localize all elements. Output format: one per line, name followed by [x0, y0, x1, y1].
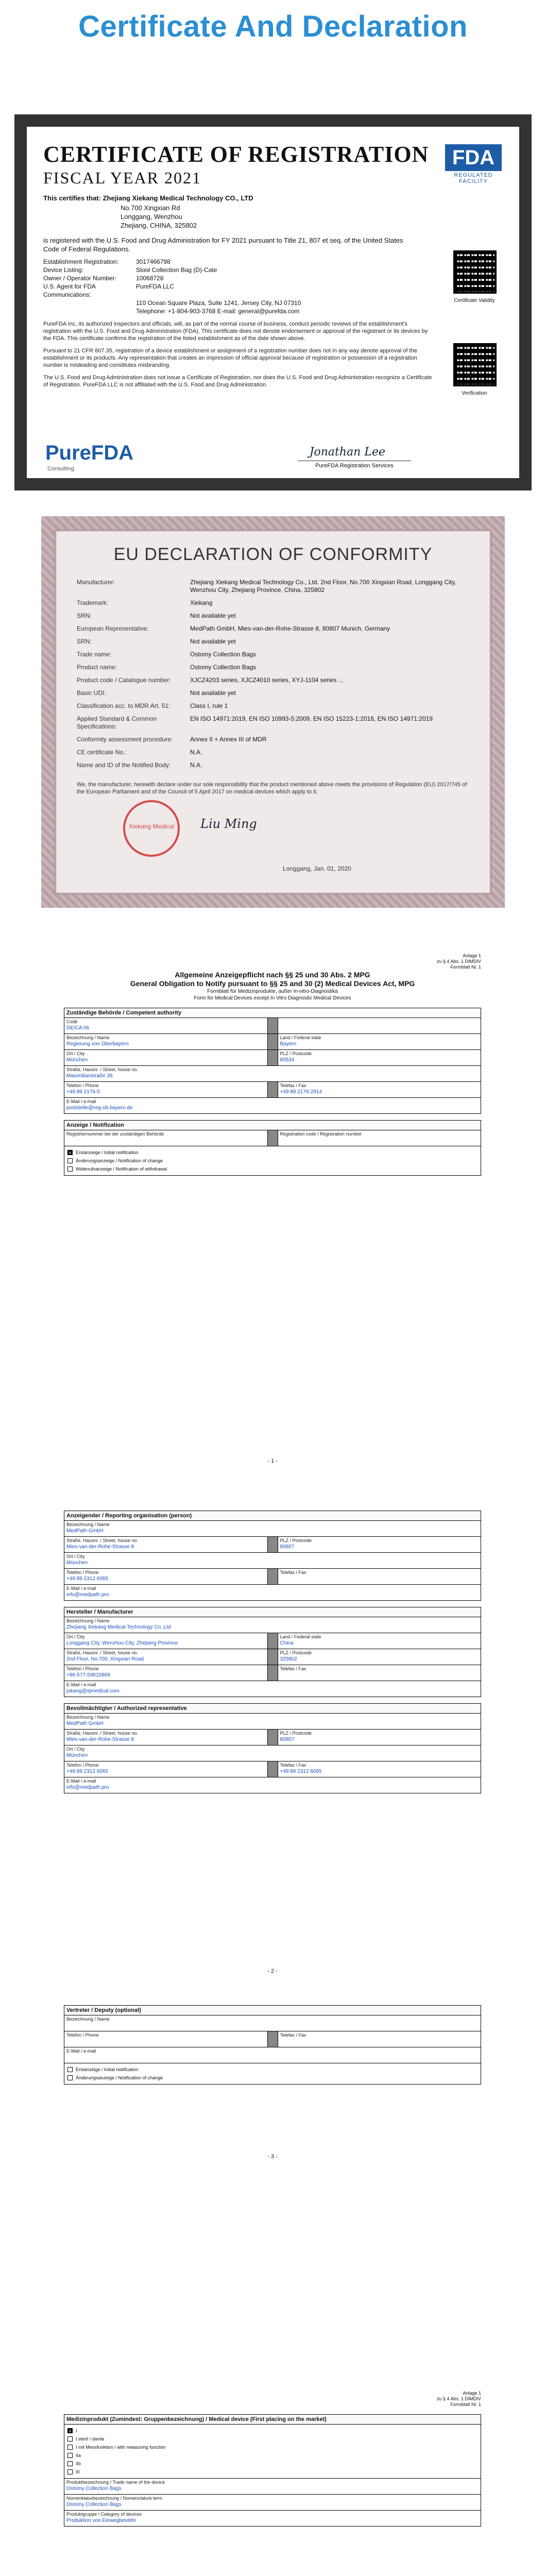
representative-street-field[interactable]: Straße, Hausnr. / Street, house no. Mies-van-der-Rohe-Strasse 8: [64, 1730, 268, 1745]
disclaimer-1: PureFDA Inc, its authorized inspectors and officials, will, as part of the normal course of business, conduct periodic reviews of the establishment's registration with the U.S. Food and Drug Administration (FDA). This certificate does not denote endorsement or approval of the registrant or its devices by the FDA. This certificate confirms the registration of the listed establishment as of the date shown above.: [43, 321, 428, 342]
representative-email-field[interactable]: E-Mail / e-mail info@medpath.pro: [66, 1778, 109, 1790]
page-number: - 3 -: [267, 2154, 278, 2160]
authority-email-field[interactable]: E-Mail / e-mail poststelle@reg-ob.bayern.de: [66, 1099, 133, 1111]
form-page-3: [64, 1999, 481, 2160]
eu-declaration-body: [55, 530, 491, 894]
manufacturer-phone-field[interactable]: Telefon / Phone +86-577-59815869: [64, 1665, 268, 1681]
class-i-sterile-checkbox[interactable]: I steril / sterile: [64, 2435, 481, 2443]
initial-notification-checkbox[interactable]: x Erstanzeige / Initial notification: [64, 1148, 481, 1157]
declaration-row-value: N.A.: [190, 761, 202, 769]
class-iib-checkbox[interactable]: IIb: [64, 2460, 481, 2468]
class-iii-checkbox[interactable]: III: [64, 2468, 481, 2476]
manufacturer-city-field[interactable]: Ort / City Longgang City, Wenzhou City, Zhejiang Province: [64, 1633, 268, 1649]
representative-phone-field[interactable]: Telefon / Phone +49 89 2312 6065: [64, 1761, 268, 1777]
class-i-measuring-checkbox[interactable]: I mit Messfunktion / with measuring function: [64, 2443, 481, 2451]
class-i-checkbox[interactable]: x I: [64, 2427, 481, 2435]
declaration-place-date: Longgang, Jan. 01, 2020: [283, 865, 351, 872]
declaration-row-key: Trade name:: [77, 651, 112, 658]
page-title: Certificate And Declaration: [78, 10, 468, 43]
declaration-row-value: EN ISO 14971:2019, EN ISO 10993-5:2009, EN ISO 15223-1:2016, EN ISO 14971:2019: [190, 715, 433, 722]
declaration-row: [77, 661, 469, 674]
authority-phone-field[interactable]: Telefon / Phone +49 89 2176-0: [64, 1082, 268, 1097]
deputy-initial-checkbox[interactable]: Erstanzeige / Initial notification: [64, 2065, 481, 2074]
form-title: Allgemeine Anzeigepflicht nach §§ 25 und 30 Abs. 2 MPG General Obligation to Notify pursuant to §§ 25 and 30 (2) Medical Devices Act, MPG: [130, 971, 415, 988]
withdrawal-notification-checkbox[interactable]: Widerrufsanzeige / Notification of withdrawal: [64, 1165, 481, 1173]
representative-name-field[interactable]: Bezeichnung / Name MedPath GmbH: [66, 1715, 110, 1726]
notifier-zip-field[interactable]: PLZ / Postcode 80807: [280, 1538, 312, 1550]
deputy-fax-field[interactable]: Telefax / Fax: [280, 2032, 306, 2038]
authority-city-field[interactable]: Ort / City München: [64, 1050, 268, 1065]
purefda-sub: Consulting: [47, 466, 74, 472]
declaration-row-key: CE certificate No.:: [77, 749, 127, 756]
declaration-row: [77, 648, 469, 661]
qr-caption: Verification: [462, 391, 487, 396]
qr-code-icon: [453, 343, 497, 386]
declaration-signature: Liu Ming: [200, 817, 257, 831]
declaration-row-key: Applied Standard & Common Specifications:: [77, 715, 157, 730]
section-heading: Zuständige Behörde / Competent authority: [64, 1008, 481, 1018]
deputy-change-checkbox[interactable]: Änderungsanzeige / Notification of change: [64, 2074, 481, 2082]
change-notification-checkbox[interactable]: Änderungsanzeige / Notification of change: [64, 1157, 481, 1165]
device-section: [64, 2414, 481, 2527]
manufacturer-country-field[interactable]: Land / Federal state China: [280, 1634, 321, 1646]
declaration-row-value: Ostomy Collection Bags: [190, 664, 257, 671]
company-stamp: Xiekang Medical: [123, 800, 180, 857]
declaration-row-key: Name and ID of the Notified Body:: [77, 761, 171, 769]
manufacturer-name-field[interactable]: Bezeichnung / Name Zhejiang Xiekang Medical Technology Co.,Ltd: [66, 1618, 171, 1630]
notification-section: Anzeige / Notification Registriernummer bei der zuständigen Behörde Registration code / Registration number x Erstanzeige / Initial notification Änderungsanzeige / Notification of change Widerrufsanzeige / Notification of withdrawal: [64, 1120, 481, 1176]
declaration-title: EU DECLARATION OF CONFORMITY: [113, 545, 433, 564]
declaration-row-key: Product name:: [77, 664, 117, 671]
qr-code-icon: [453, 250, 497, 294]
registration-details: Establishment Registration: 3017466798 Device Listing: Stool Collection Bag (D)-Cate Owner / Operator Number: 10068728 U.S. Agent for FDA Communications: PureFDA LLC 110 Ocean Square Plaza, Suite 1241, Jersey City, NJ 07310 Telephone: +1-804-903-3768 E-mail: general@purefda.com: [43, 258, 301, 315]
category-field[interactable]: Produktgruppe / Category of devices Produktion von Einwegbeuteln: [66, 2512, 142, 2523]
declaration-row: [77, 687, 469, 700]
form-page-4: [64, 2391, 481, 2527]
fda-certificate-body: [27, 127, 519, 478]
declaration-row: [77, 733, 469, 746]
declaration-row-value: MedPath GmbH, Mies-van-der-Rohe-Strasse 8, 80807 Munich, Germany: [190, 625, 390, 632]
representative-section: [64, 1703, 481, 1793]
authority-code-field[interactable]: Code DE/CA 06: [64, 1018, 268, 1033]
class-iia-checkbox[interactable]: IIa: [64, 2451, 481, 2460]
authority-zip-field[interactable]: PLZ / Postcode 80534: [280, 1051, 312, 1063]
declaration-row-value: N.A.: [190, 749, 202, 756]
declaration-row-value: Not available yet: [190, 638, 236, 645]
fda-logo-mark: FDA: [445, 144, 502, 171]
company-address: No.700 Xingxian Rd Longgang, Wenzhou Zhejiang, CHINA, 325802: [121, 204, 197, 229]
deputy-email-field[interactable]: E-Mail / e-mail: [66, 2048, 96, 2054]
form-page-2: [64, 1504, 481, 1974]
page-number: - 1 -: [267, 1458, 278, 1464]
fda-logo-sub: REGULATED FACILITY: [454, 172, 493, 184]
representative-city-field[interactable]: Ort / City München: [66, 1747, 88, 1758]
manufacturer-zip-field[interactable]: PLZ / Postcode 325802: [280, 1650, 312, 1662]
form-page-1: [64, 953, 481, 1464]
notifier-email-field[interactable]: E-Mail / e-mail info@medpath.pro: [66, 1586, 109, 1598]
declaration-row-value: Class I, rule 1: [190, 702, 228, 709]
page-number: - 2 -: [267, 1968, 278, 1974]
registered-text: is registered with the U.S. Food and Drug Administration for FY 2021 pursuant to Title 21, 807 et seq. of the United States Code of Federal Regulations.: [43, 236, 403, 253]
declaration-row-key: Basic UDI:: [77, 689, 106, 697]
declaration-row-key: European Representative:: [77, 625, 149, 632]
declaration-row-key: Classification acc. to MDR Art. 51:: [77, 702, 170, 709]
section-heading: Medizinprodukt (Zumindest: Gruppenbezeichnung) / Medical device (First placing on the market): [64, 2415, 481, 2425]
deputy-section: [64, 2005, 481, 2084]
declaration-row-key: Conformity assessment procedure:: [77, 736, 173, 743]
form-subtitle: Formblatt für Medizinprodukte, außer In-vitro-Diagnostika Form for Medical Devices except In Vitro Diagnostic Medical Devices: [194, 989, 351, 1001]
disclaimer-3: The U.S. Food and Drug Administration does not issue a Certificate of Registration, nor does the U.S. Food and Drug Administration recognize a Certificate of Registration. PureFDA LLC is not affiliated with the U.S. Food and Drug Administration.: [43, 375, 432, 388]
annex-label: Anlage 1 zu § 4 Abs. 1 DIMDIV Formblatt Nr. 1: [436, 953, 481, 970]
nomenclature-field[interactable]: Nomenklaturbezeichnung / Nomenclature term Ostomy Collection Bags: [66, 2496, 163, 2507]
section-heading: Anzeige / Notification: [64, 1121, 481, 1130]
declaration-row: [77, 597, 469, 609]
representative-fax-field[interactable]: Telefax / Fax +49 89 2312 6065: [280, 1762, 322, 1774]
qr-caption: Certificate Validity: [454, 298, 495, 303]
declaration-row-value: Annex II + Annex III of MDR: [190, 736, 267, 743]
eu-declaration: [41, 516, 505, 908]
purefda-logo: PureFDA: [45, 442, 134, 464]
section-heading: Anzeigender / Reporting organisation (person): [64, 1511, 481, 1521]
annex-label: Anlage 1 zu § 4 Abs. 1 DIMDIV Formblatt Nr. 1: [436, 2391, 481, 2407]
declaration-row: [77, 622, 469, 635]
authority-fax-field[interactable]: Telefax / Fax +49 89 2176-2914: [280, 1083, 322, 1095]
disclaimer-2: Pursuant to 21 CFR 807.35, registration of a device establishment or assignment of a registration number does not in any way denote approval of the establishment or its products. Any representation that creates an impression of official approval because of registration or possession of a registration number is misleading and constitutes misbranding.: [43, 348, 417, 368]
authority-section: [64, 1008, 481, 1114]
declaration-row-key: Trademark:: [77, 599, 108, 606]
declaration-row: [77, 576, 469, 597]
authority-state-field[interactable]: Land / Federal state Bayern: [280, 1035, 321, 1047]
declaration-row: [77, 635, 469, 648]
declaration-row: [77, 674, 469, 687]
deputy-name-field[interactable]: Bezeichnung / Name: [66, 2016, 110, 2022]
declaration-row: [77, 609, 469, 622]
notifier-city-field[interactable]: Ort / City München: [66, 1554, 88, 1566]
section-heading: Hersteller / Manufacturer: [64, 1607, 481, 1617]
declaration-row-value: Ostomy Collection Bags: [190, 651, 257, 658]
manufacturer-street-field[interactable]: Straße, Hausnr. / Street, house no. 2nd Floor, No.700, Xingxian Road: [64, 1649, 268, 1665]
declaration-row-key: Manufacturer:: [77, 579, 115, 586]
notifier-name-field[interactable]: Bezeichnung / Name MedPath GmbH: [66, 1522, 110, 1534]
declaration-row-value: Xiekang: [190, 599, 213, 606]
certificate-year: FISCAL YEAR 2021: [43, 168, 201, 187]
declaration-row-value: Zhejiang Xiekang Medical Technology Co., Ltd. 2nd Floor, No.700 Xingxian Road, Longgang City, Wenzhou City, Zhejiang Province, China, 325802: [190, 579, 456, 594]
signature-caption: PureFDA Registration Services: [298, 461, 411, 469]
signature: Jonathan Lee: [309, 446, 385, 459]
declaration-row: [77, 713, 469, 733]
notifier-section: Anzeigender / Reporting organisation (person) Bezeichnung / Name MedPath GmbH Straße, Hausnr. / Street, house no. Mies-van-der-Rohe-Strasse 8 PLZ / Postcode 80807 Ort / City München Telefon / Phone +49 89 2312 6065 Telefax / Fax E-Mail / e-mail info@medpath.pro: [64, 1511, 481, 1601]
device-name-field[interactable]: Produktbezeichnung / Trade name of the device Ostomy Collection Bags: [66, 2480, 165, 2492]
declaration-row: [77, 700, 469, 713]
declaration-row-value: Not available yet: [190, 612, 236, 619]
declaration-row-value: XJCZ4203 series, XJCZ4010 series, XYJ-1104 series ...: [190, 676, 344, 684]
declaration-fields: [77, 576, 469, 772]
authority-street-field[interactable]: Straße, Hausnr. / Street, house no. Maximilianstraße 39: [66, 1067, 139, 1079]
registration-number-field[interactable]: Registriernummer bei der zuständigen Behörde: [64, 1130, 268, 1146]
certifies-line: This certifies that: Zhejiang Xiekang Medical Technology CO., LTD: [43, 194, 253, 202]
section-heading: Vertreter / Deputy (optional): [64, 2006, 481, 2015]
fda-certificate: [14, 114, 532, 490]
notifier-street-field[interactable]: Straße, Hausnr. / Street, house no. Mies-van-der-Rohe-Strasse 8: [64, 1537, 268, 1552]
section-heading: Bevollmächtigter / Authorized representative: [64, 1704, 481, 1714]
declaration-row-key: SRN:: [77, 612, 92, 619]
authority-name-field[interactable]: Bezeichnung / Name Regierung von Oberbayern: [64, 1034, 268, 1049]
declaration-row-key: Product code / Catalogue number:: [77, 676, 171, 684]
manufacturer-email-field[interactable]: E-Mail / e-mail jokang@xjmedical.com: [66, 1682, 120, 1694]
certificate-title: CERTIFICATE OF REGISTRATION: [43, 142, 429, 167]
notifier-phone-field[interactable]: Telefon / Phone +49 89 2312 6065: [64, 1569, 268, 1584]
representative-zip-field[interactable]: PLZ / Postcode 80807: [280, 1731, 312, 1742]
declaration-row-value: Not available yet: [190, 689, 236, 697]
declaration-row: [77, 746, 469, 759]
declaration-row-key: SRN:: [77, 638, 92, 645]
deputy-phone-field[interactable]: Telefon / Phone: [64, 2031, 268, 2047]
manufacturer-section: Hersteller / Manufacturer Bezeichnung / Name Zhejiang Xiekang Medical Technology Co.,Ltd Ort / City Longgang City, Wenzhou City, Zhejiang Province Land / Federal state China Straße, Hausnr. / Street, house no. 2nd Floor, No.700, Xingxian Road PLZ / Postcode 325802 Telefon / Phone +86-577-59815869 Telefax / Fax E-Mail / e-mail jokang@xjmedical.com: [64, 1607, 481, 1697]
declaration-row: [77, 759, 469, 772]
declaration-statement: We, the manufacturer, herewith declare under our sole responsibility that the product mentioned above meets the provisions of Regulation (EU) 2017/745 of the European Parliament and of the Council of 5 April 2017 on medical devices which apply to it.: [77, 782, 467, 795]
fda-logo: [445, 144, 502, 184]
